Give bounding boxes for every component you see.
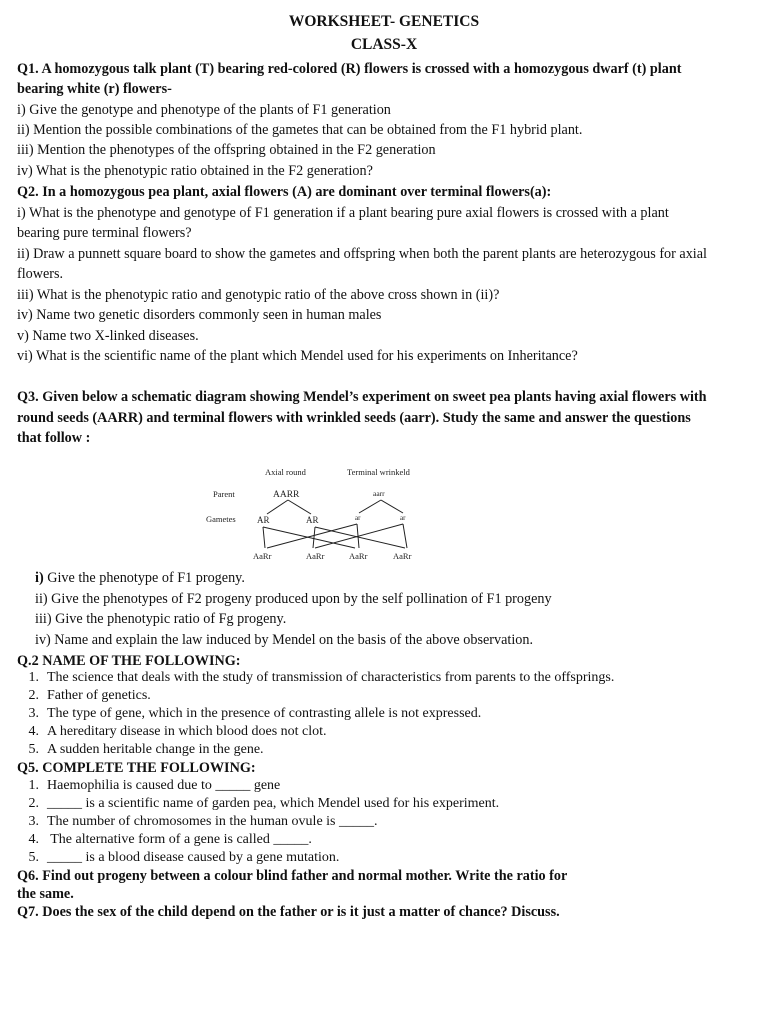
- diagram-gamete-3: ar: [355, 514, 361, 522]
- q3-part-i-marker: i): [35, 570, 44, 586]
- q1-part-iv: iv) What is the phenotypic ratio obtained in the F2 generation?: [17, 163, 373, 179]
- q1-question-line1: Q1. A homozygous talk plant (T) bearing red-colored (R) flowers is crossed with a homozygous dwarf (t) plant: [17, 61, 682, 77]
- mendel-cross-diagram: [195, 460, 435, 568]
- list-item-text: The alternative form of a gene is called _____.: [47, 832, 312, 847]
- diagram-line: [381, 500, 403, 513]
- list-item-text: A hereditary disease in which blood does not clot.: [47, 724, 327, 739]
- diagram-offspring-3: AaRr: [349, 551, 368, 561]
- list-item-number: 3.: [28, 706, 39, 721]
- q2-part-i-line1: i) What is the phenotype and genotype of F1 generation if a plant bearing pure axial flowers is crossed with a plant: [17, 205, 669, 221]
- list-item-text: The number of chromosomes in the human ovule is _____.: [47, 814, 378, 829]
- list-item-number: 5.: [28, 742, 39, 757]
- list-item: [17, 723, 327, 741]
- q2-part-ii-line1: ii) Draw a punnett square board to show the gametes and offspring when both the parent plants are heterozygous for axial: [17, 246, 707, 262]
- list-item: [17, 831, 312, 849]
- diagram-gamete-1: AR: [257, 515, 270, 525]
- q3-question-line1: Q3. Given below a schematic diagram showing Mendel’s experiment on sweet pea plants having axial flowers with: [17, 389, 707, 405]
- list-item: [17, 669, 614, 687]
- q3-part-i-text: Give the phenotype of F1 progeny.: [47, 570, 245, 586]
- q2-part-iv: iv) Name two genetic disorders commonly seen in human males: [17, 307, 382, 323]
- q1-part-i: i) Give the genotype and phenotype of the plants of F1 generation: [17, 102, 391, 118]
- diagram-parent-2: aarr: [373, 489, 385, 498]
- diagram-line: [263, 527, 355, 548]
- diagram-line: [263, 527, 265, 548]
- diagram-parent-1: AARR: [273, 490, 300, 500]
- q4-heading: Q.2 NAME OF THE FOLLOWING:: [17, 653, 241, 669]
- diagram-line: [359, 500, 381, 513]
- diagram-gamete-2: AR: [306, 515, 319, 525]
- class-title: CLASS-X: [350, 36, 418, 53]
- diagram-line: [403, 524, 407, 548]
- q3-part-ii: ii) Give the phenotypes of F2 progeny produced upon by the self pollination of F1 progeny: [35, 591, 552, 607]
- q6-question-line2: the same.: [17, 886, 74, 902]
- diagram-line: [313, 527, 315, 548]
- q6-question-line1: Q6. Find out progeny between a colour blind father and normal mother. Write the ratio for: [17, 868, 568, 884]
- list-item: [17, 795, 499, 813]
- diagram-offspring-2: AaRr: [306, 551, 325, 561]
- list-item-number: 5.: [28, 850, 39, 865]
- q2-part-v: v) Name two X-linked diseases.: [17, 328, 199, 344]
- list-item-text: _____ is a blood disease caused by a gene mutation.: [47, 850, 340, 865]
- list-item-text: The type of gene, which in the presence of contrasting allele is not expressed.: [47, 706, 482, 721]
- q2-question: Q2. In a homozygous pea plant, axial flowers (A) are dominant over terminal flowers(a):: [17, 184, 552, 200]
- worksheet-title: WORKSHEET- GENETICS: [288, 13, 480, 30]
- q3-part-iii: iii) Give the phenotypic ratio of Fg progeny.: [35, 611, 287, 627]
- diagram-connector-lines: [263, 500, 407, 548]
- diagram-gamete-4: ar: [400, 514, 406, 522]
- list-item-text: _____ is a scientific name of garden pea, which Mendel used for his experiment.: [47, 796, 500, 811]
- list-item-number: 4.: [28, 724, 39, 739]
- list-item: [17, 687, 151, 705]
- diagram-col-axial-round: Axial round: [265, 467, 306, 477]
- list-item-text: Father of genetics.: [47, 688, 151, 703]
- diagram-row-parent: Parent: [213, 489, 235, 499]
- list-item: [17, 705, 481, 723]
- q1-part-iii: iii) Mention the phenotypes of the offspring obtained in the F2 generation: [17, 142, 436, 158]
- q7-question: Q7. Does the sex of the child depend on the father or is it just a matter of chance? Discuss.: [17, 904, 560, 920]
- list-item: [17, 777, 280, 795]
- list-item: [17, 813, 378, 831]
- q3-part-i: [35, 568, 754, 588]
- diagram-line: [288, 500, 311, 514]
- diagram-offspring-4: AaRr: [393, 551, 412, 561]
- diagram-line: [267, 524, 357, 548]
- list-item-number: 1.: [28, 778, 39, 793]
- list-item-number: 2.: [28, 796, 39, 811]
- diagram-col-terminal-wrinkled: Terminal wrinkeld: [347, 467, 410, 477]
- q3-question-line2: round seeds (AARR) and terminal flowers with wrinkled seeds (aarr). Study the same and answer the questions: [17, 410, 691, 426]
- diagram-row-gametes: Gametes: [206, 514, 236, 524]
- list-item-text: The science that deals with the study of transmission of characteristics from parents to the offsprings.: [47, 670, 615, 685]
- q1-question-line2: bearing white (r) flowers-: [17, 81, 172, 97]
- list-item-text: Haemophilia is caused due to _____ gene: [47, 778, 281, 793]
- list-item: [17, 741, 264, 759]
- list-item-number: 3.: [28, 814, 39, 829]
- q2-part-iii: iii) What is the phenotypic ratio and genotypic ratio of the above cross shown in (ii)?: [17, 287, 500, 303]
- q5-heading: Q5. COMPLETE THE FOLLOWING:: [17, 760, 256, 776]
- list-item-text: A sudden heritable change in the gene.: [47, 742, 264, 757]
- diagram-offspring-1: AaRr: [253, 551, 272, 561]
- list-item-number: 2.: [28, 688, 39, 703]
- list-item: [17, 849, 339, 867]
- q1-part-ii: ii) Mention the possible combinations of the gametes that can be obtained from the F1 hybrid plant.: [17, 122, 583, 138]
- q3-part-iv: iv) Name and explain the law induced by Mendel on the basis of the above observation.: [35, 632, 533, 648]
- list-item-number: 1.: [28, 670, 39, 685]
- list-item-number: 4.: [28, 832, 39, 847]
- q3-question-line3: that follow :: [17, 430, 91, 446]
- q2-part-vi: vi) What is the scientific name of the plant which Mendel used for his experiments on Inheritance?: [17, 348, 578, 364]
- diagram-line: [315, 527, 405, 548]
- q2-part-ii-line2: flowers.: [17, 266, 64, 282]
- q2-part-i-line2: bearing pure terminal flowers?: [17, 225, 192, 241]
- diagram-line: [267, 500, 288, 514]
